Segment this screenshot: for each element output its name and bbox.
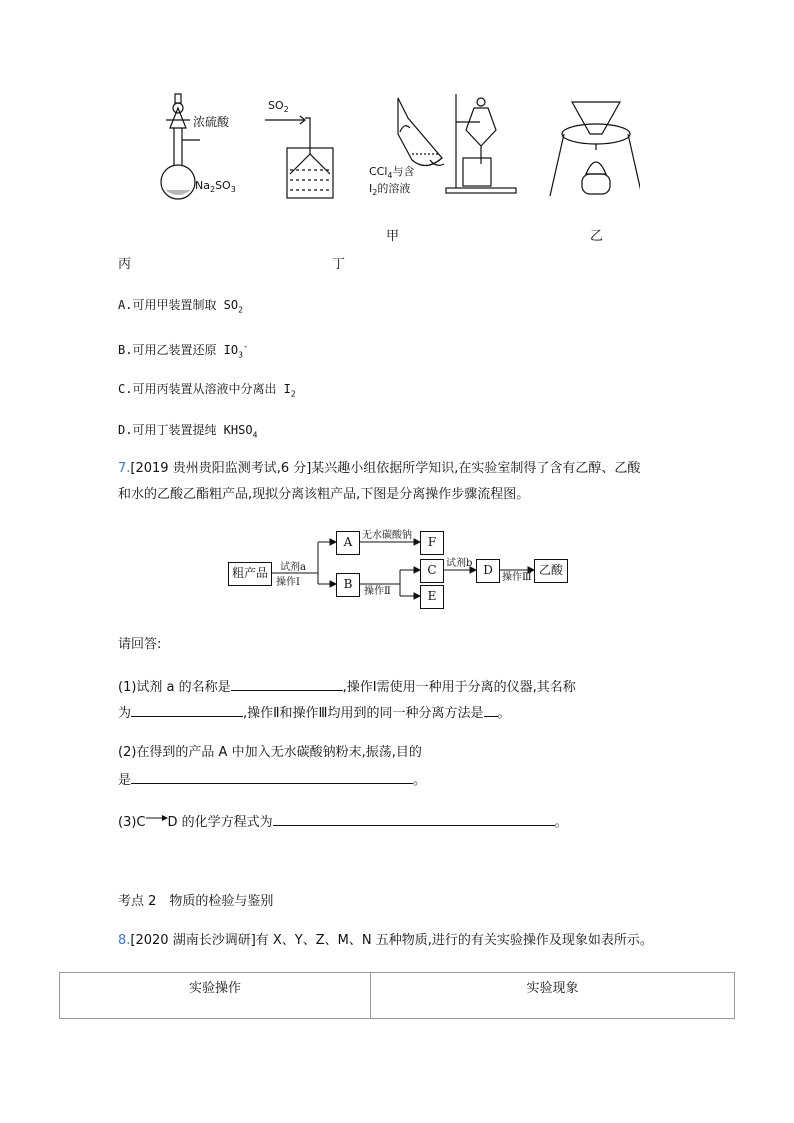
caption-yi: 乙 [590, 229, 604, 244]
q7-prompt: 请回答: [118, 637, 162, 652]
q7-part3: (3)C D 的化学方程式为 。 [118, 812, 568, 833]
flow-label-op3: 操作Ⅲ [502, 572, 532, 583]
apparatus-bing [398, 94, 516, 193]
flow-box-e: E [420, 585, 444, 609]
flow-label-reagent-b: 试剂b [446, 558, 473, 569]
option-c: C.可用丙装置从溶液中分离出 $I_2$ [118, 382, 296, 399]
apparatus-ding [550, 102, 640, 196]
answer-blank-method[interactable] [484, 703, 498, 717]
q7-number: 7. [118, 461, 131, 476]
caption-ding: 丁 [332, 257, 346, 272]
q7-part2-line2: 是 。 [118, 770, 426, 791]
table-header-operation: 实验操作 [60, 973, 371, 1019]
flow-box-c: C [420, 559, 444, 583]
flow-label-op1: 操作Ⅰ [276, 577, 300, 588]
answer-blank-reagent-a[interactable] [231, 677, 343, 691]
apparatus-yi [265, 116, 333, 198]
label-i2-solution: $I_2$的溶液 [369, 182, 411, 198]
q8-text: 8.[2020 湖南长沙调研]有 X、Y、Z、M、N 五种物质,进行的有关实验操作及现象如表所示。 [118, 933, 653, 948]
flow-box-acetic: 乙酸 [534, 559, 568, 583]
label-ccl4: CCl$_4$与含 [369, 165, 415, 181]
answer-blank-equation[interactable] [273, 812, 555, 826]
q7-line1: 7.[2019 贵州贵阳监测考试,6 分]某兴趣小组依据所学知识,在实验室制得了含有乙醇、乙酸 [118, 461, 641, 476]
label-na2so3: $Na_2SO_3$ [195, 179, 236, 195]
flow-box-f: F [420, 531, 444, 555]
caption-bing: 丙 [118, 257, 132, 272]
q7-part2-line1: (2)在得到的产品 A 中加入无水碳酸钠粉末,振荡,目的 [118, 745, 422, 760]
table-header-row [60, 973, 735, 1019]
flow-box-a: A [336, 531, 360, 555]
table-header-phenomenon: 实验现象 [371, 973, 735, 1019]
q7-part1-line1: (1)试剂 a 的名称是 ,操作Ⅰ需使用一种用于分离的仪器,其名称 [118, 677, 576, 698]
label-so2-gas: $SO_2$ [268, 99, 289, 115]
answer-blank-instrument[interactable] [131, 703, 243, 717]
section-title: 考点 2 物质的检验与鉴别 [118, 894, 274, 909]
flow-label-op2: 操作Ⅱ [364, 586, 391, 597]
option-b: B.可用乙装置还原 $IO_3^-$ [118, 342, 249, 360]
flow-box-b: B [336, 573, 360, 597]
flow-label-reagent-a: 试剂a [280, 562, 306, 573]
flow-label-na2co3: 无水碳酸钠 [362, 530, 412, 541]
answer-blank-purpose[interactable] [131, 770, 413, 784]
q8-number: 8. [118, 933, 131, 948]
flow-box-d: D [476, 559, 500, 583]
q7-line2: 和水的乙酸乙酯粗产品,现拟分离该粗产品,下图是分离操作步骤流程图。 [118, 487, 530, 502]
flow-box-crude: 粗产品 [228, 562, 272, 586]
option-d: D.可用丁装置提纯 $KHSO_4$ [118, 423, 258, 440]
reaction-arrow-icon [146, 809, 168, 829]
label-conc-sulfuric-acid: 浓硫酸 [193, 115, 230, 129]
q7-part1-line2: 为 ,操作Ⅱ和操作Ⅲ均用到的同一种分离方法是 。 [118, 703, 511, 724]
option-a: A.可用甲装置制取 $SO_2$ [118, 298, 243, 315]
caption-jia: 甲 [386, 229, 400, 244]
experiment-table [59, 972, 735, 1019]
